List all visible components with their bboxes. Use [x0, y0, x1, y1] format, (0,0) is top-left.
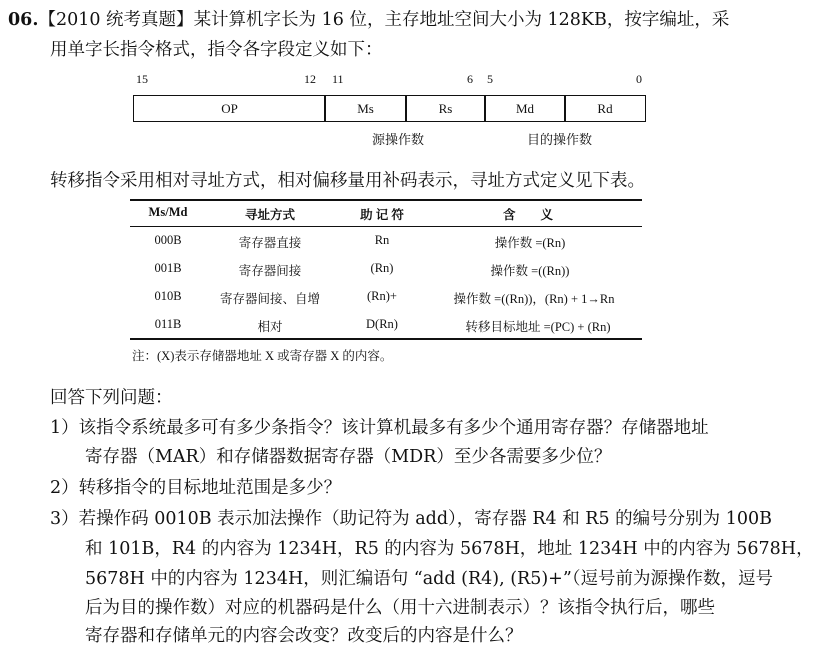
question-item: 后为目的操作数）对应的机器码是什么（用十六进制表示）？该指令执行后，哪些 [50, 598, 715, 618]
question-line-2: 用单字长指令格式，指令各字段定义如下： [50, 40, 383, 60]
table-cell: Rn [374, 233, 390, 247]
question-item: 3）若操作码 0010B 表示加法操作（助记符为 add），寄存器 R4 和 R5 的编号分别为 100B [50, 509, 773, 529]
bit-label: 6 [467, 72, 473, 86]
question-item: 2）转移指令的目标地址范围是多少？ [50, 478, 342, 498]
question-text: 某计算机字长为 16 位，主存地址空间大小为 128KB，按字编址，采 [193, 10, 730, 30]
field-ms: Ms [324, 95, 407, 122]
table-cell: 寄存器直接 [238, 236, 302, 250]
question-item: 1）该指令系统最多可有多少条指令？该计算机最多有多少个通用寄存器？存储器地址 [50, 418, 709, 438]
question-item: 寄存器（MAR）和存储器数据寄存器（MDR）至少各需要多少位？ [50, 447, 612, 467]
paragraph: 转移指令采用相对寻址方式，相对偏移量用补码表示，寻址方式定义见下表。 [50, 171, 645, 191]
field-rd: Rd [564, 95, 646, 122]
field-rs: Rs [405, 95, 486, 122]
bit-label: 11 [332, 72, 344, 86]
table-cell: 操作数 =(Rn) [494, 236, 566, 250]
table-header-rule [130, 226, 642, 227]
table-note: 注：(X)表示存储器地址 X 或寄存器 X 的内容。 [132, 349, 393, 363]
table-cell: 寄存器间接 [238, 264, 302, 278]
dest-operand-label: 目的操作数 [527, 132, 593, 147]
table-cell: 011B [154, 317, 182, 331]
bit-label: 12 [304, 72, 316, 86]
table-cell: 转移目标地址 =(PC) + (Rn) [465, 320, 611, 334]
table-cell: (Rn) [370, 261, 394, 275]
table-top-rule [130, 199, 642, 201]
table-cell: 相对 [257, 320, 283, 334]
question-item: 寄存器和存储单元的内容会改变？改变后的内容是什么？ [50, 626, 523, 646]
question-item: 5678H 中的内容为 1234H，则汇编语句 “add (R4), (R5)+”（逗号前为源操作数，逗号 [50, 569, 774, 589]
field-op: OP [133, 95, 326, 122]
table-bottom-rule [130, 338, 642, 340]
table-header: Ms/Md [148, 205, 188, 219]
question-item: 和 101B，R4 的内容为 1234H，R5 的内容为 5678H，地址 1234H 中的内容为 5678H， [50, 539, 814, 559]
table-cell: 操作数 =((Rn)) [490, 264, 570, 278]
bit-label: 15 [136, 72, 148, 86]
table-cell: 010B [154, 289, 182, 303]
table-cell: 000B [154, 233, 182, 247]
table-cell: 寄存器间接、自增 [219, 292, 321, 306]
answer-intro: 回答下列问题： [50, 388, 173, 408]
bit-label: 0 [636, 72, 642, 86]
field-md: Md [484, 95, 566, 122]
question-source: 【2010 统考真题】 [38, 10, 194, 30]
source-operand-label: 源操作数 [372, 132, 425, 147]
table-header: 寻址方式 [244, 208, 296, 222]
table-cell: 操作数 =((Rn))，(Rn) + 1→Rn [453, 292, 615, 306]
question-number: 06. [8, 10, 39, 30]
table-cell: 001B [154, 261, 182, 275]
table-header: 助 记 符 [360, 208, 404, 222]
table-header: 含 义 [502, 208, 554, 222]
question-line-1 [8, 6, 729, 31]
table-cell: D(Rn) [366, 317, 398, 331]
table-cell: (Rn)+ [367, 289, 397, 303]
bit-label: 5 [487, 72, 493, 86]
